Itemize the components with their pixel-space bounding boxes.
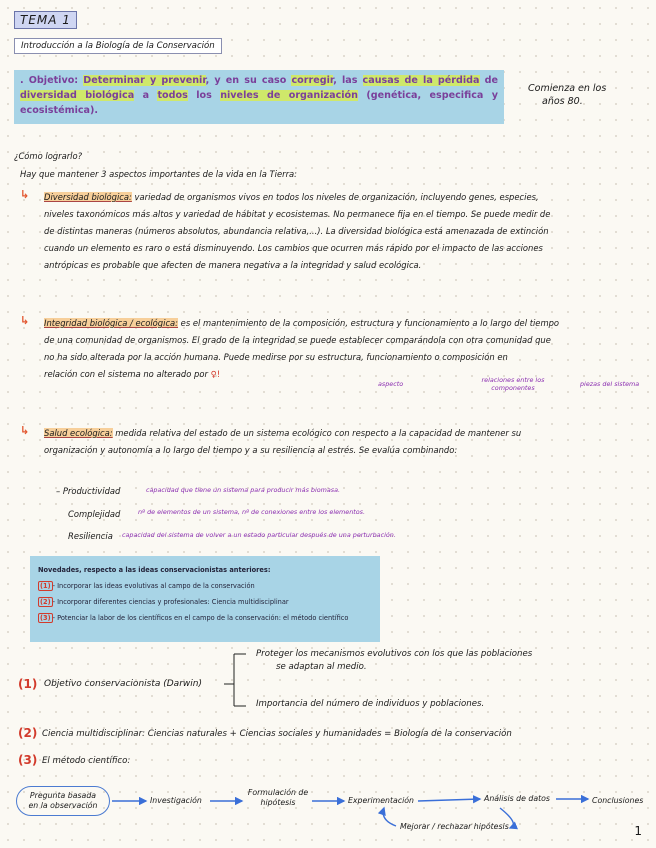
point1-branch1 bbox=[256, 648, 532, 674]
point1-branch-line: Proteger los mecanismos evolutivos con los que las poblaciones bbox=[256, 649, 533, 659]
salud-item-name: Resiliencia bbox=[68, 531, 113, 541]
objective-text: (genética, especifica y ecosistémica). bbox=[20, 90, 499, 116]
page-subtitle: Introducción a la Biología de la Conservación bbox=[14, 38, 222, 54]
objective-text: de bbox=[479, 75, 499, 86]
novedades-item bbox=[38, 578, 372, 594]
salud-item-desc: nº de elementos de un sistema, nº de conexiones entre los elementos. bbox=[138, 508, 366, 516]
point3-num: (3) bbox=[18, 753, 38, 767]
red-arrow-icon: ↳ bbox=[20, 424, 30, 437]
objective-highlight-6: niveles de organización bbox=[220, 90, 358, 101]
objective-lead: . Objetivo: bbox=[20, 75, 79, 86]
objective-text: los bbox=[187, 90, 221, 101]
diversidad-line: niveles taxonómicos más altos y variedad de hábitat y ecosistemas. No permanece fija en el tiempo. Se puede medir de bbox=[44, 209, 551, 219]
integridad-line: no ha sido alterada por la acción humana. Puede medirse por su estructura, funcionamiento o composición en bbox=[44, 352, 508, 362]
novedades-item bbox=[38, 610, 372, 626]
diversidad-section bbox=[44, 189, 644, 274]
objective-highlight-4: diversidad biológica bbox=[20, 90, 135, 101]
salud-item-desc: capacidad que tiene un sistema para producir más biomasa. bbox=[146, 486, 341, 494]
side-note-line: años 80. bbox=[542, 96, 583, 107]
page-title: TEMA 1 bbox=[14, 11, 77, 29]
point1-branch-line: se adaptan al medio. bbox=[276, 662, 367, 672]
novedades-text: - Incorporar las ideas evolutivas al campo de la conservación bbox=[52, 582, 255, 590]
novedades-num: (2) bbox=[40, 598, 51, 606]
point1-bracket bbox=[222, 650, 258, 710]
integridad-term: Integridad biológica / ecológica: bbox=[44, 318, 179, 328]
red-arrow-icon: ↳ bbox=[20, 314, 30, 327]
side-note-line: Comienza en los bbox=[528, 83, 607, 94]
flow-step-pregunta: Pregunta basada en la observación bbox=[16, 786, 110, 816]
novedades-text: - Incorporar diferentes ciencias y profesionales: Ciencia multidisciplinar bbox=[52, 598, 289, 606]
annotation-piezas: piezas del sistema bbox=[580, 380, 640, 388]
point2-num: (2) bbox=[18, 726, 38, 740]
annotation-aspecto: aspecto bbox=[378, 380, 404, 388]
point3-text: El método científico: bbox=[42, 756, 131, 766]
salud-item-name: – Productividad bbox=[56, 486, 121, 496]
objective-text: a bbox=[134, 90, 158, 101]
red-arrow-icon: ↳ bbox=[20, 188, 30, 201]
diversidad-line: cuando un elemento es raro o está disminuyendo. Los cambios que ocurren más rápido por el impacto de las acciones bbox=[44, 243, 543, 253]
objective-highlight-2: corregir bbox=[291, 75, 334, 86]
diversidad-line: de distintas maneras (números absolutos, abundancia relativa,...). La diversidad biológica está amenazada de extinción bbox=[44, 226, 549, 236]
salud-item-desc: capacidad del sistema de volver a un estado particular después de una perturbación. bbox=[122, 531, 396, 539]
integridad-line: relación con el sistema no alterado por bbox=[44, 369, 208, 379]
objective-text: , las bbox=[333, 75, 363, 86]
flow-step-conclusiones: Conclusiones bbox=[592, 796, 644, 805]
diversidad-term: Diversidad biológica: bbox=[44, 192, 132, 202]
objective-highlight-3: causas de la pérdida bbox=[362, 75, 480, 86]
novedades-box bbox=[30, 556, 380, 642]
flow-step-hipotesis: Formulación de hipótesis bbox=[247, 788, 309, 807]
integridad-section bbox=[44, 315, 644, 383]
flow-step-investigacion: Investigación bbox=[150, 796, 202, 805]
novedades-text: - Potenciar la labor de los científicos en el campo de la conservación: el método científico bbox=[52, 614, 349, 622]
novedades-item bbox=[38, 594, 372, 610]
flow-arrows bbox=[0, 780, 656, 840]
flow-step-experimentacion: Experimentación bbox=[348, 796, 414, 805]
flow-loop-label: Mejorar / rechazar hipótesis bbox=[400, 822, 509, 831]
intro-text: Hay que mantener 3 aspectos importantes de la vida en la Tierra: bbox=[20, 169, 297, 179]
salud-line: medida relativa del estado de un sistema ecológico con respecto a la capacidad de mantener su bbox=[112, 428, 522, 438]
stick-figure-icon: ♀! bbox=[210, 369, 221, 379]
salud-item-name: Complejidad bbox=[68, 509, 121, 519]
objective-highlight-5: todos bbox=[157, 90, 188, 101]
page-number: 1 bbox=[634, 824, 642, 838]
annotation-relaciones: relaciones entre los componentes bbox=[481, 376, 545, 392]
salud-section bbox=[44, 425, 644, 459]
side-note bbox=[528, 82, 606, 108]
integridad-line: de una comunidad de organismos. El grado de la integridad se puede establecer comparándola con otra comunidad que bbox=[44, 335, 551, 345]
question: ¿Cómo lograrlo? bbox=[14, 151, 83, 161]
point1-num: (1) bbox=[18, 677, 38, 691]
salud-line: organización y autonomía a lo largo del tiempo y a su resiliencia al estrés. Se evalúa combinando: bbox=[44, 445, 458, 455]
point1-label: Objetivo conservacionista (Darwin) bbox=[44, 679, 202, 689]
objective-highlight-1: Determinar y prevenir bbox=[83, 75, 206, 86]
diversidad-line: antrópicas es probable que afecten de manera negativa a la integridad y salud ecológica. bbox=[44, 260, 422, 270]
point2-text: Ciencia multidisciplinar: Ciencias naturales + Ciencias sociales y humanidades = Biología de la conservación bbox=[42, 729, 512, 739]
diversidad-line: variedad de organismos vivos en todos los niveles de organización, incluyendo genes, especies, bbox=[131, 192, 539, 202]
novedades-num: (3) bbox=[40, 614, 51, 622]
salud-term: Salud ecológica: bbox=[44, 428, 113, 438]
novedades-title: Novedades, respecto a las ideas conservacionistas anteriores: bbox=[38, 566, 271, 574]
objective-text: , y en su caso bbox=[205, 75, 292, 86]
point1-branch2: Importancia del número de individuos y poblaciones. bbox=[256, 699, 485, 709]
flow-step-analisis: Análisis de datos bbox=[484, 794, 550, 803]
novedades-num: (1) bbox=[40, 582, 51, 590]
integridad-line: es el mantenimiento de la composición, estructura y funcionamiento a lo largo del tiempo bbox=[178, 318, 560, 328]
objective-box bbox=[14, 70, 504, 124]
